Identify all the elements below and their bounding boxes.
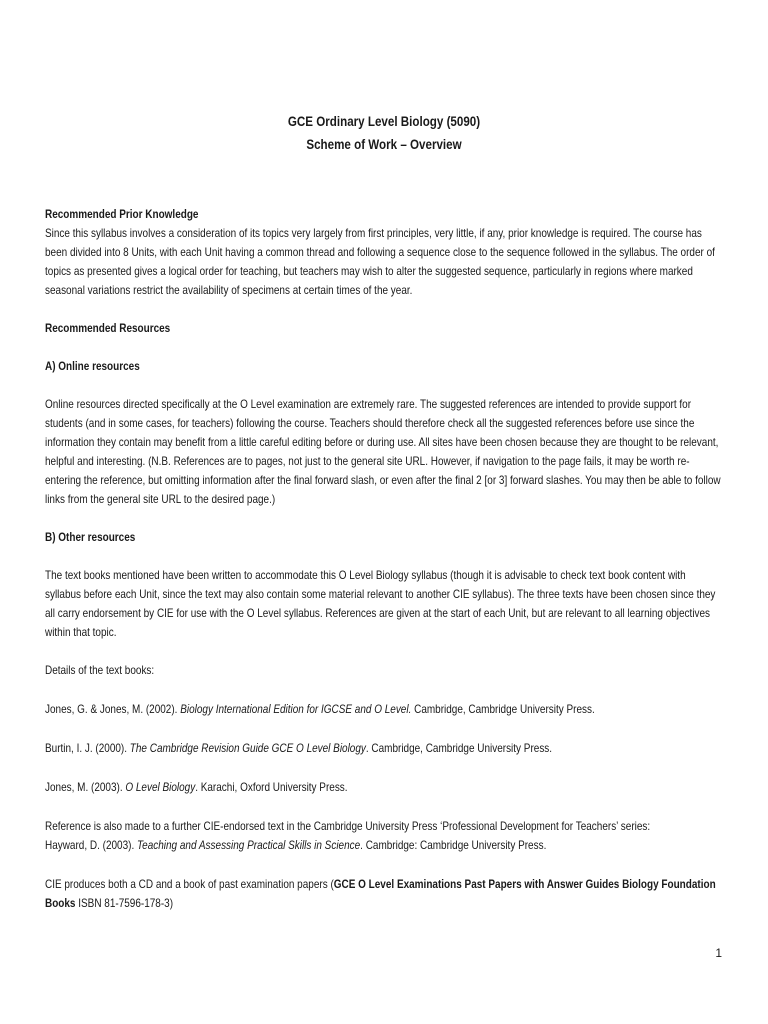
- book-authors: Jones, G. & Jones, M. (2002).: [45, 703, 181, 716]
- other-resources-paragraph: The text books mentioned have been written to accommodate this O Level Biology syllabus (though it is advisable to check text book content with syllabus before each Unit, since the text may also contain some material relevant to another CIE syllabus). The three texts have been chosen since they all carry endorsement by CIE for use with the O Level syllabus. References are given at the start of each Unit, but are relevant to all learning objectives within that topic.: [45, 569, 716, 639]
- past-papers-title: GCE O Level Examinations Past Papers with Answer Guides Biology Foundation Books: [45, 878, 716, 910]
- title-line-2: Scheme of Work – Overview: [306, 137, 462, 152]
- book-publisher: . Karachi, Oxford University Press.: [195, 781, 348, 794]
- book-publisher: . Cambridge, Cambridge University Press.: [365, 742, 553, 755]
- book-reference: [45, 778, 724, 797]
- book-title: Teaching and Assessing Practical Skills in Science: [136, 839, 361, 852]
- book-title: The Cambridge Revision Guide GCE O Level Biology: [129, 742, 366, 755]
- book-authors: Jones, M. (2003).: [45, 781, 126, 794]
- book-authors: Burtin, I. J. (2000).: [45, 742, 130, 755]
- prior-knowledge-paragraph: Since this syllabus involves a consideration of its topics very largely from first principles, very little, if any, prior knowledge is required. The course has been divided into 8 Units, with each Unit having a common thread and following a sequence close to the sequence followed in the syllabus. The order of topics as presented gives a logical order for teaching, but teachers may wish to alter the suggested sequence, particularly in regions where marked seasonal variations restrict the availability of specimens at certain times of the year.: [45, 227, 715, 297]
- book-title: Biology International Edition for IGCSE and O Level.: [180, 703, 412, 716]
- prior-knowledge-heading: Recommended Prior Knowledge: [45, 208, 199, 221]
- further-book-reference: [45, 836, 724, 855]
- document-title: [54, 110, 714, 156]
- page-number: 1: [715, 946, 722, 960]
- past-papers-prefix: CIE produces both a CD and a book of past examination papers (: [45, 878, 334, 891]
- document-body: [45, 205, 724, 913]
- online-resources-heading: A) Online resources: [45, 360, 140, 373]
- resources-heading: Recommended Resources: [45, 322, 171, 335]
- title-line-1: GCE Ordinary Level Biology (5090): [287, 114, 481, 129]
- book-authors: Hayward, D. (2003).: [45, 839, 137, 852]
- other-resources-heading: B) Other resources: [45, 531, 136, 544]
- book-reference: [45, 700, 724, 719]
- book-publisher: . Cambridge: Cambridge University Press.: [360, 839, 547, 852]
- text-books-intro: Details of the text books:: [45, 664, 155, 677]
- book-reference: [45, 739, 724, 758]
- book-publisher: Cambridge, Cambridge University Press.: [411, 703, 595, 716]
- online-resources-paragraph: Online resources directed specifically at the O Level examination are extremely rare. The suggested references are intended to provide support for students (and in some cases, for teachers) following the course. Teachers should therefore check all the suggested references before use since the information they contain may benefit from a little careful editing before or during use. All sites have been chosen because they are thought to be relevant, helpful and interesting. (N.B. References are to pages, not just to the general site URL. However, if navigation to the page fails, it may be worth re-entering the reference, but omitting information after the final forward slash, or even after the final 2 [or 3] forward slashes. You may then be able to follow links from the general site URL to the desired page.): [45, 398, 721, 506]
- past-papers-paragraph: [45, 875, 724, 913]
- past-papers-suffix: ISBN 81-7596-178-3): [75, 897, 174, 910]
- further-text-intro: Reference is also made to a further CIE-endorsed text in the Cambridge University Press ‘Professional Development for Teachers’ series:: [45, 820, 651, 833]
- book-title: O Level Biology: [125, 781, 196, 794]
